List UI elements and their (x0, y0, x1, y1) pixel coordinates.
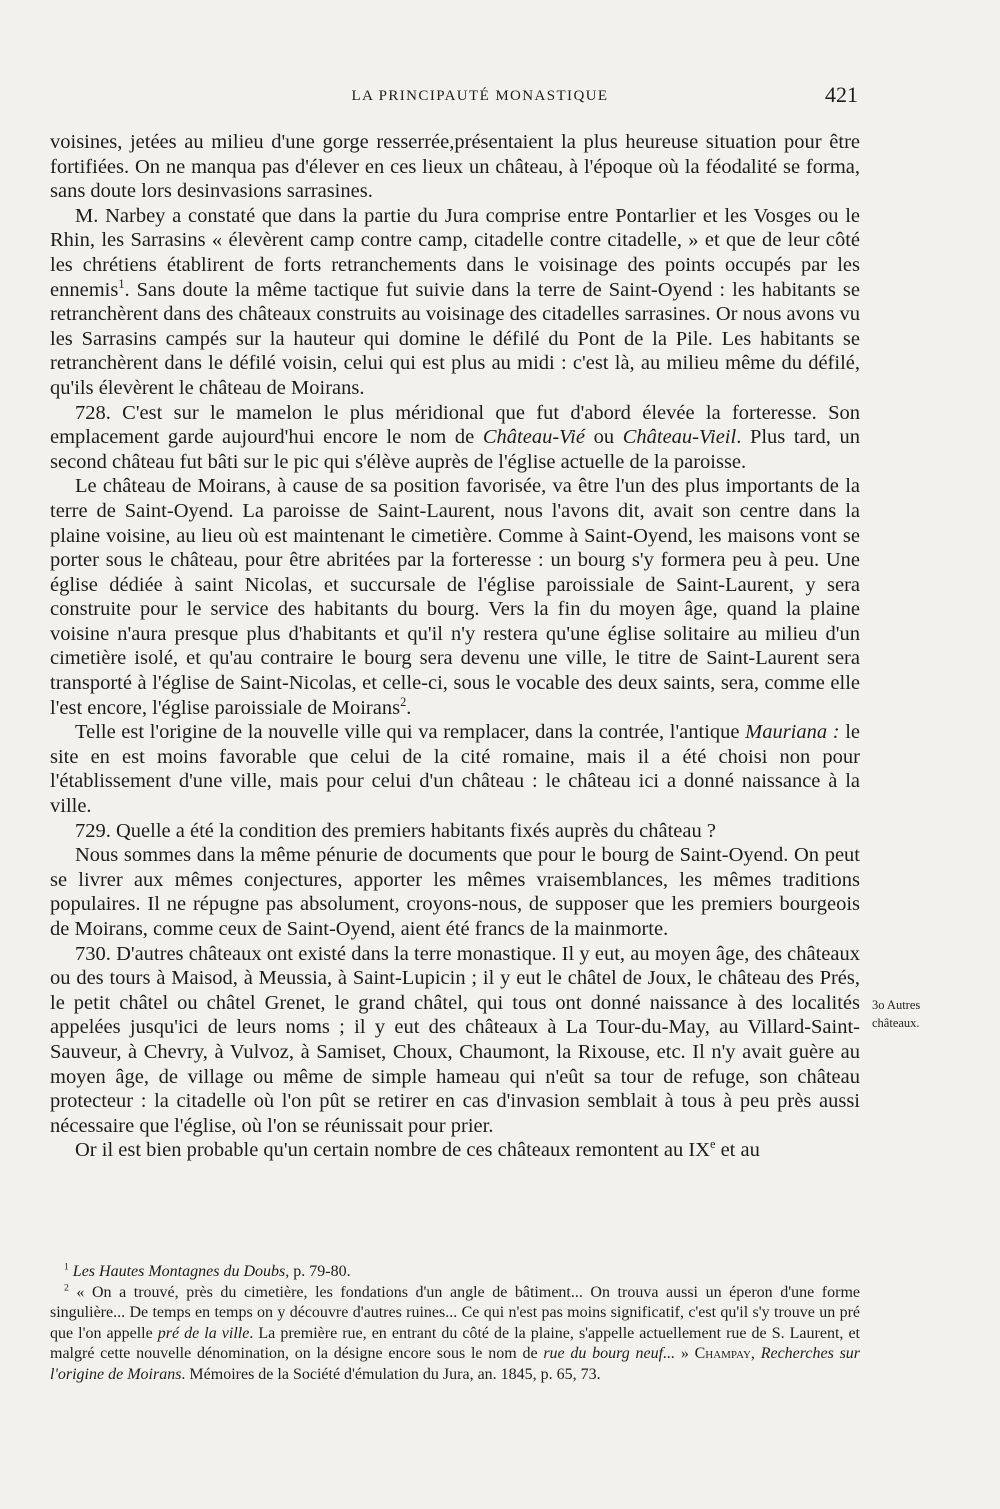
page-number: 421 (825, 82, 858, 107)
footnotes (50, 1262, 860, 1385)
margin-note (872, 996, 982, 1032)
text-run: Or il est bien probable qu'un certain nombre de ces châteaux remontent au IX (75, 1139, 710, 1162)
text-run: . La première rue, en entrant du côté de la plaine, s'appelle actuellement rue de S. Laurent, et malgré cette nouvelle dénomination, on la désigne encore sous le nom de (50, 1324, 860, 1362)
text-run: le site en est moins favorable que celui de la cité romaine, mais il a été choisi non pour l'établissement d'une ville, mais pour celui d'un château : le château ici a donné naissance à la ville. (50, 721, 860, 818)
margin-note-line: châteaux. (872, 1016, 920, 1030)
text-run: . (406, 696, 412, 719)
text-run: ou (584, 426, 623, 449)
text-run: , p. 79-80. (285, 1263, 351, 1280)
cited-title: Recherches sur l'origine de Moirans (50, 1345, 861, 1383)
text-run: . Sans doute la même tactique fut suivie dans la terre de Saint-Oyend : les habitants se retranchèrent dans des châteaux construits au voisinage des citadelles sarrasines. Or nous avons vu les Sarrasins campés sur la hauteur qui domine le défilé du Pont de la Pile. Les habitants se retranchèrent dans le défilé voisin, celui qui est plus au midi : c'est là, au milieu même du défilé, qu'ils élevèrent le château de Moirans. (50, 278, 860, 399)
text-run: » (675, 1345, 695, 1362)
italic-term: pré de la ville (157, 1324, 250, 1342)
text-run: . Mémoires de la Société d'émulation du Jura, an. 1845, p. 65, 73. (181, 1365, 601, 1383)
italic-term: rue du bourg neuf... (543, 1345, 676, 1362)
text-run: Telle est l'origine de la nouvelle ville qui va remplacer, dans la contrée, l'antique (75, 721, 746, 744)
footnote-number: 2 (64, 1282, 69, 1294)
paragraph (50, 474, 860, 720)
main-text (50, 130, 860, 1163)
cited-title: Les Hautes Montagnes du Doubs (72, 1263, 286, 1280)
text-run: 728. C'est sur le mamelon le plus méridional que fut d'abord élevée la forteresse. Son emplacement garde aujourd'hui encore le nom de (50, 401, 860, 449)
page-header (50, 82, 860, 112)
paragraph: 730. D'autres châteaux ont existé dans la terre monastique. Il y eut, au moyen âge, des châteaux ou des tours à Maisod, à Meussia, à Saint-Lupicin ; il y eut le châtel de Joux, le château des Prés, le petit châtel ou châtel Grenet, le grand châtel, qui tous ont donné naissance à des localités appelées jusqu'ici de leurs noms ; il y eut des châteaux à La Tour-du-May, au Villard-Saint-Sauveur, à Chevry, à Vulvoz, à Samiset, Choux, Chaumont, la Rixouse, etc. Il n'y avait guère au moyen âge, de village ou même de simple hameau qui n'eût sa tour de refuge, son château protecteur : la citadelle où l'on pût se retirer en cas d'invasion semblait à tous à peu près aussi nécessaire que l'église, où l'on se réunissait pour prier. (50, 942, 860, 1137)
footnote-ref: 2 (400, 694, 407, 709)
paragraph (50, 1138, 860, 1163)
place-name: Mauriana : (745, 721, 840, 744)
footnote-number: 1 (64, 1261, 69, 1273)
text-run: , (750, 1345, 761, 1362)
paragraph (50, 204, 860, 401)
footnote (50, 1283, 860, 1386)
running-title: LA PRINCIPAUTÉ MONASTIQUE (351, 88, 609, 104)
text-run: « On a trouvé, près du cimetière, les fondations d'un angle de bâtiment... On trouva aussi un éperon d'une forme singulière... De temps en temps on y découvre d'autres ruines... Ce qui n'est pas moins significatif, c'est qu'il s'y trouve un pré que l'on appelle (50, 1283, 860, 1342)
paragraph: 729. Quelle a été la condition des premiers habitants fixés auprès du château ? (75, 819, 716, 842)
paragraph: voisines, jetées au milieu d'une gorge resserrée,présentaient la plus heureuse situation pour être fortifiées. On ne manqua pas d'élever en ces lieux un château, à l'époque où la féodalité se forma, sans doute lors desinvasions sarrasines. (50, 131, 860, 203)
paragraph (50, 401, 860, 475)
text-run: M. Narbey a constaté que dans la partie du Jura comprise entre Pontarlier et les Vosges ou le Rhin, les Sarrasins « élevèrent camp contre camp, citadelle contre citadelle, » et que de leur côté les chrétiens établirent de forts retranchements dans le voisinage des points occupés par les ennemis (50, 204, 860, 301)
superscript: e (709, 1137, 716, 1152)
footnote-ref: 1 (118, 276, 125, 291)
paragraph: Nous sommes dans la même pénurie de documents que pour le bourg de Saint-Oyend. On peut se livrer aux mêmes conjectures, apporter les mêmes vraisemblances, les mêmes traditions populaires. Il ne répugne pas absolument, croyons-nous, de supposer que les premiers bourgeois de Moirans, comme ceux de Saint-Oyend, aient été francs de la mainmorte. (50, 844, 860, 940)
footnote (50, 1262, 860, 1283)
margin-note-line: 3o Autres (872, 998, 921, 1012)
paragraph (50, 720, 860, 818)
place-name: Château-Vieil (622, 426, 737, 449)
text-run: et au (715, 1139, 760, 1162)
text-run: . Plus tard, un second château fut bâti sur le pic qui s'élève auprès de l'église actuelle de la paroisse. (50, 426, 861, 473)
text-run: Le château de Moirans, à cause de sa position favorisée, va être l'un des plus importants de la terre de Saint-Oyend. La paroisse de Saint-Laurent, nous l'avons dit, avait son centre dans la plaine voisine, au lieu où est maintenant le cimetière. Comme à Saint-Oyend, les maisons vont se porter sous le château, pour être abritées par la forteresse : un bourg s'y formera peu à peu. Une église dédiée à saint Nicolas, et succursale de l'église paroissiale de Saint-Laurent, y sera construite pour le service des habitants du bourg. Vers la fin du moyen âge, quand la plaine voisine n'aura presque plus d'habitants et qu'il n'y restera qu'une église solitaire au milieu d'un cimetière isolé, et qu'au contraire le bourg sera devenu une ville, le titre de Saint-Laurent sera transporté à l'église de Saint-Nicolas, et celle-ci, sous le vocable des deux saints, sera, comme elle l'est encore, l'église paroissiale de Moirans (50, 475, 860, 719)
author-name: Champay (694, 1345, 751, 1362)
place-name: Château-Vié (482, 426, 585, 449)
